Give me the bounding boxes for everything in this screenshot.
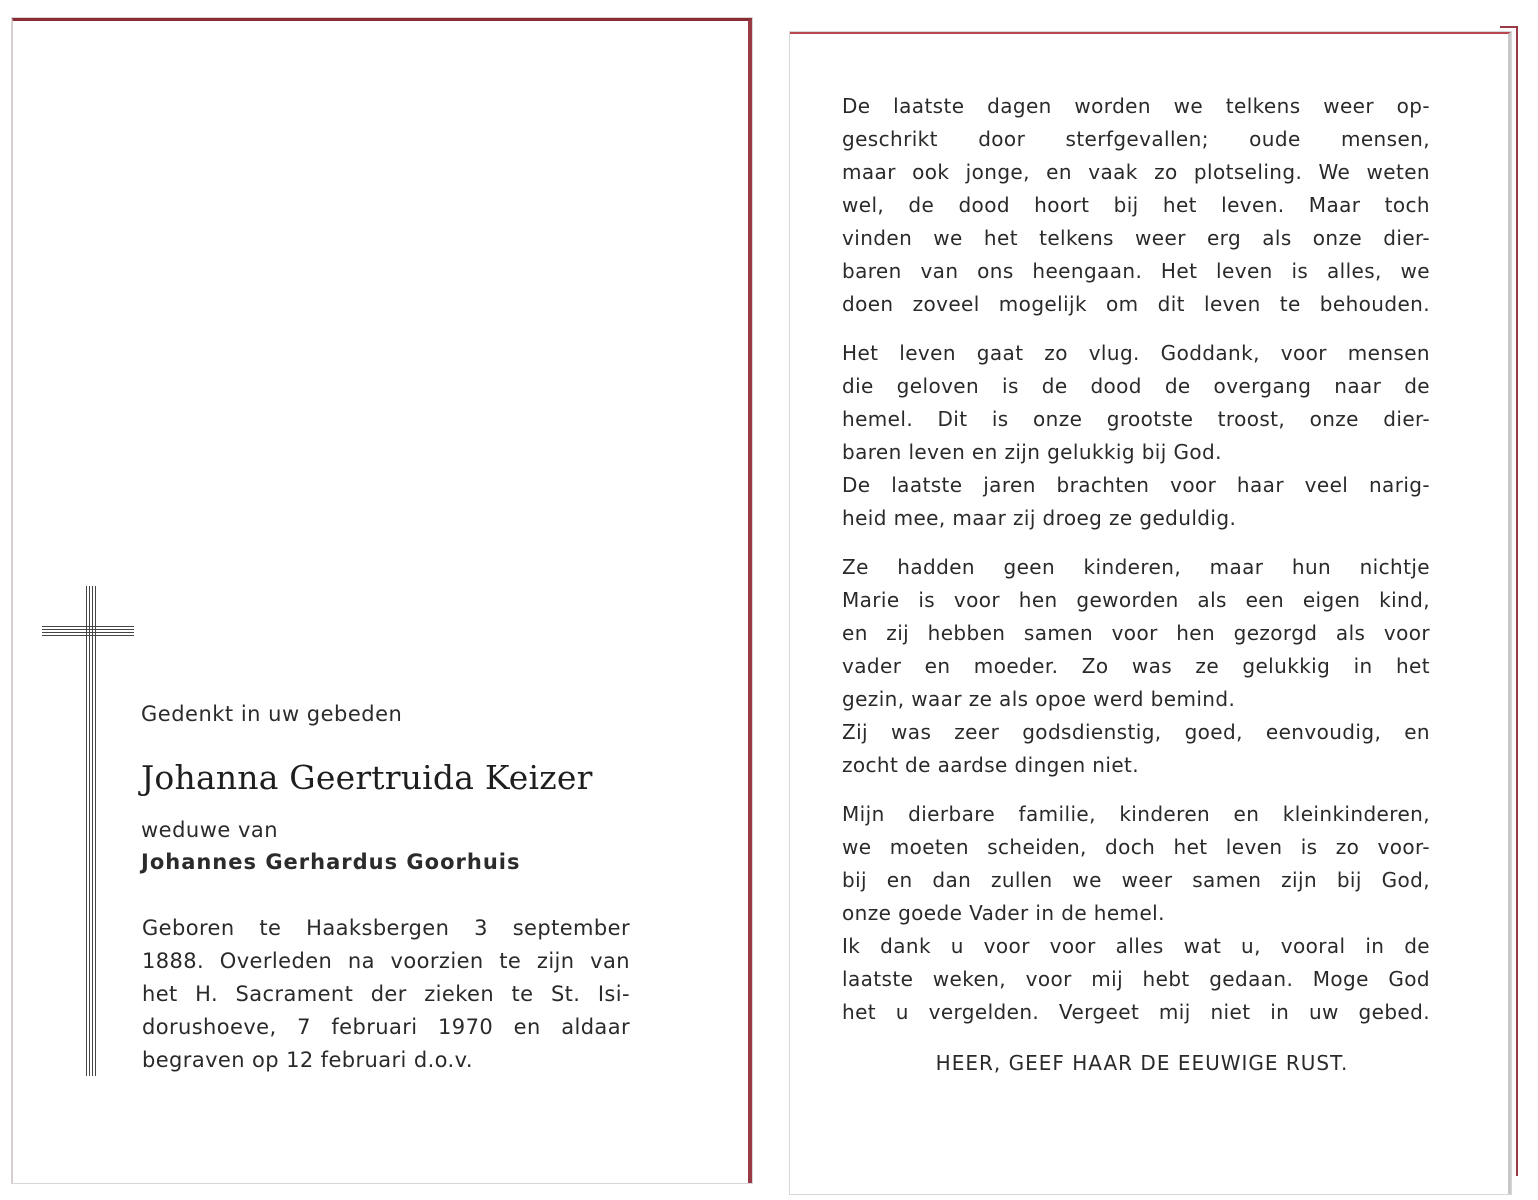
text-line: onze goede Vader in de hemel. — [842, 901, 1165, 925]
text-line: laatste weken, voor mij hebt gedaan. Moge God — [842, 967, 1430, 991]
text-line: en zij hebben samen voor hen gezorgd als voor — [842, 621, 1430, 645]
text-line: gezin, waar ze als opoe werd bemind. — [842, 687, 1236, 711]
text-line: zocht de aardse dingen niet. — [842, 753, 1140, 777]
bio-line: begraven op 12 februari d.o.v. — [142, 1048, 473, 1072]
text-line: Zij was zeer godsdienstig, goed, eenvoudig, en — [842, 720, 1430, 744]
text-line: De laatste dagen worden we telkens weer op- — [842, 94, 1430, 118]
text-line: maar ook jonge, en vaak zo plotseling. We weten — [842, 160, 1430, 184]
memorial-text-column — [842, 90, 1430, 1045]
bio-line: het H. Sacrament der zieken te St. Isi- — [142, 982, 630, 1006]
bio-line: Geboren te Haaksbergen 3 september — [142, 916, 630, 940]
text-line: Mijn dierbare familie, kinderen en kleinkinderen, — [842, 802, 1430, 826]
paragraph-2 — [842, 337, 1430, 535]
paragraph-4 — [842, 798, 1430, 1029]
husband-name: Johannes Gerhardus Goorhuis — [141, 850, 521, 874]
cross-icon-horizontal — [42, 626, 134, 636]
text-line: die geloven is de dood de overgang naar de — [842, 374, 1430, 398]
cross-icon-vertical — [86, 586, 98, 1076]
text-line: heid mee, maar zij droeg ze geduldig. — [842, 506, 1237, 530]
text-line: geschrikt door sterfgevallen; oude mensen, — [842, 127, 1430, 151]
bio-line: 1888. Overleden na voorzien te zijn van — [142, 949, 630, 973]
text-line: bij en dan zullen we weer samen zijn bij God, — [842, 868, 1430, 892]
paragraph-3 — [842, 551, 1430, 782]
text-line: Ik dank u voor voor alles wat u, vooral in de — [842, 934, 1430, 958]
text-line: Ze hadden geen kinderen, maar hun nichtje — [842, 555, 1430, 579]
biography-text — [142, 912, 630, 1077]
text-line: baren van ons heengaan. Het leven is alles, we — [842, 259, 1430, 283]
paragraph-1 — [842, 90, 1430, 321]
prayer-request-heading: Gedenkt in uw gebeden — [141, 702, 403, 726]
text-line: vinden we het telkens weer erg als onze dier- — [842, 226, 1430, 250]
text-line: Marie is voor hen geworden als een eigen kind, — [842, 588, 1430, 612]
bio-line: dorushoeve, 7 februari 1970 en aldaar — [142, 1015, 630, 1039]
text-line: wel, de dood hoort bij het leven. Maar toch — [842, 193, 1430, 217]
text-line: het u vergelden. Vergeet mij niet in uw gebed. — [842, 1000, 1430, 1024]
closing-prayer: HEER, GEEF HAAR DE EEUWIGE RUST. — [935, 1051, 1349, 1075]
text-line: hemel. Dit is onze grootste troost, onze dier- — [842, 407, 1430, 431]
text-line: vader en moeder. Zo was ze gelukkig in het — [842, 654, 1430, 678]
text-line: Het leven gaat zo vlug. Goddank, voor mensen — [842, 341, 1430, 365]
text-line: baren leven en zijn gelukkig bij God. — [842, 440, 1222, 464]
text-line: De laatste jaren brachten voor haar veel narig- — [842, 473, 1430, 497]
text-line: doen zoveel mogelijk om dit leven te behouden. — [842, 292, 1430, 316]
text-line: we moeten scheiden, doch het leven is zo voor- — [842, 835, 1430, 859]
widow-of-label: weduwe van — [141, 818, 279, 842]
deceased-name: Johanna Geertruida Keizer — [141, 758, 593, 797]
